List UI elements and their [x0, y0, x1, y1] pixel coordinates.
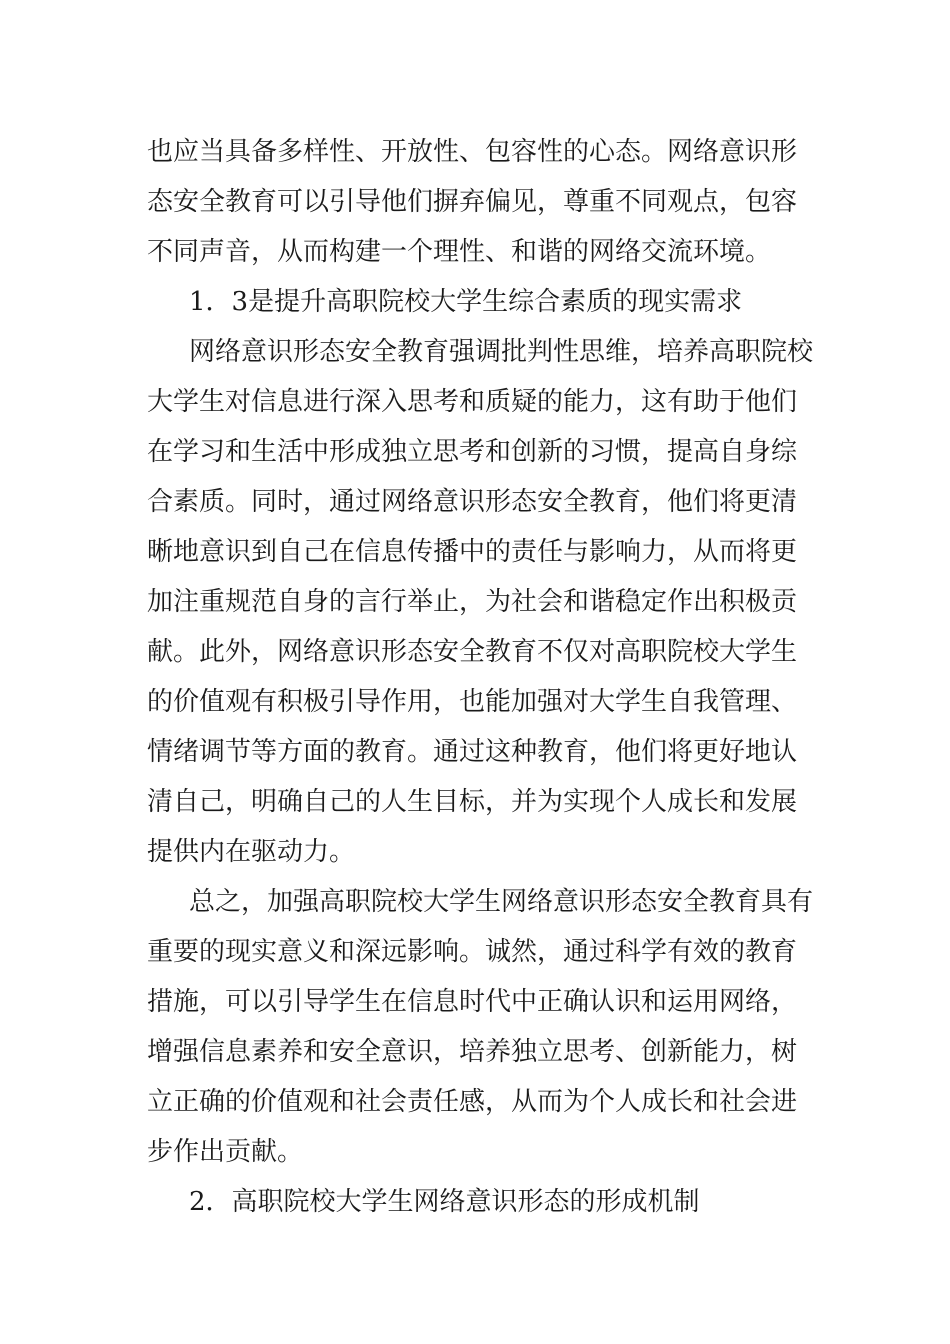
paragraph-line: 重要的现实意义和深远影响。诚然，通过科学有效的教育	[147, 937, 798, 967]
paragraph-line: 献。此外，网络意识形态安全教育不仅对高职院校大学生	[147, 637, 798, 667]
paragraph-line: 步作出贡献。	[147, 1137, 304, 1167]
paragraph-line: 在学习和生活中形成独立思考和创新的习惯，提高自身综	[147, 437, 798, 467]
paragraph-line: 也应当具备多样性、开放性、包容性的心态。网络意识形	[147, 137, 798, 167]
paragraph-line: 不同声音，从而构建一个理性、和谐的网络交流环境。	[147, 237, 772, 267]
paragraph-line: 总之，加强高职院校大学生网络意识形态安全教育具有	[189, 887, 814, 917]
paragraph-line: 增强信息素养和安全意识，培养独立思考、创新能力，树	[147, 1037, 798, 1067]
paragraph-line: 提供内在驱动力。	[147, 837, 356, 867]
paragraph-line: 晰地意识到自己在信息传播中的责任与影响力，从而将更	[147, 537, 798, 567]
paragraph-line: 网络意识形态安全教育强调批判性思维，培养高职院校	[189, 337, 814, 367]
paragraph-line: 立正确的价值观和社会责任感，从而为个人成长和社会进	[147, 1087, 798, 1117]
paragraph-line: 措施，可以引导学生在信息时代中正确认识和运用网络，	[147, 987, 798, 1017]
paragraph-line: 清自己，明确自己的人生目标，并为实现个人成长和发展	[147, 787, 798, 817]
paragraph-line: 情绪调节等方面的教育。通过这种教育，他们将更好地认	[147, 737, 798, 767]
paragraph-line: 合素质。同时，通过网络意识形态安全教育，他们将更清	[147, 487, 798, 517]
section-heading-1-3: 1．3是提升高职院校大学生综合素质的现实需求	[189, 287, 743, 317]
section-heading-2: 2．高职院校大学生网络意识形态的形成机制	[189, 1187, 700, 1217]
paragraph-line: 态安全教育可以引导他们摒弃偏见，尊重不同观点，包容	[147, 187, 798, 217]
paragraph-line: 大学生对信息进行深入思考和质疑的能力，这有助于他们	[147, 387, 798, 417]
paragraph-line: 加注重规范自身的言行举止，为社会和谐稳定作出积极贡	[147, 587, 798, 617]
paragraph-line: 的价值观有积极引导作用，也能加强对大学生自我管理、	[147, 687, 798, 717]
